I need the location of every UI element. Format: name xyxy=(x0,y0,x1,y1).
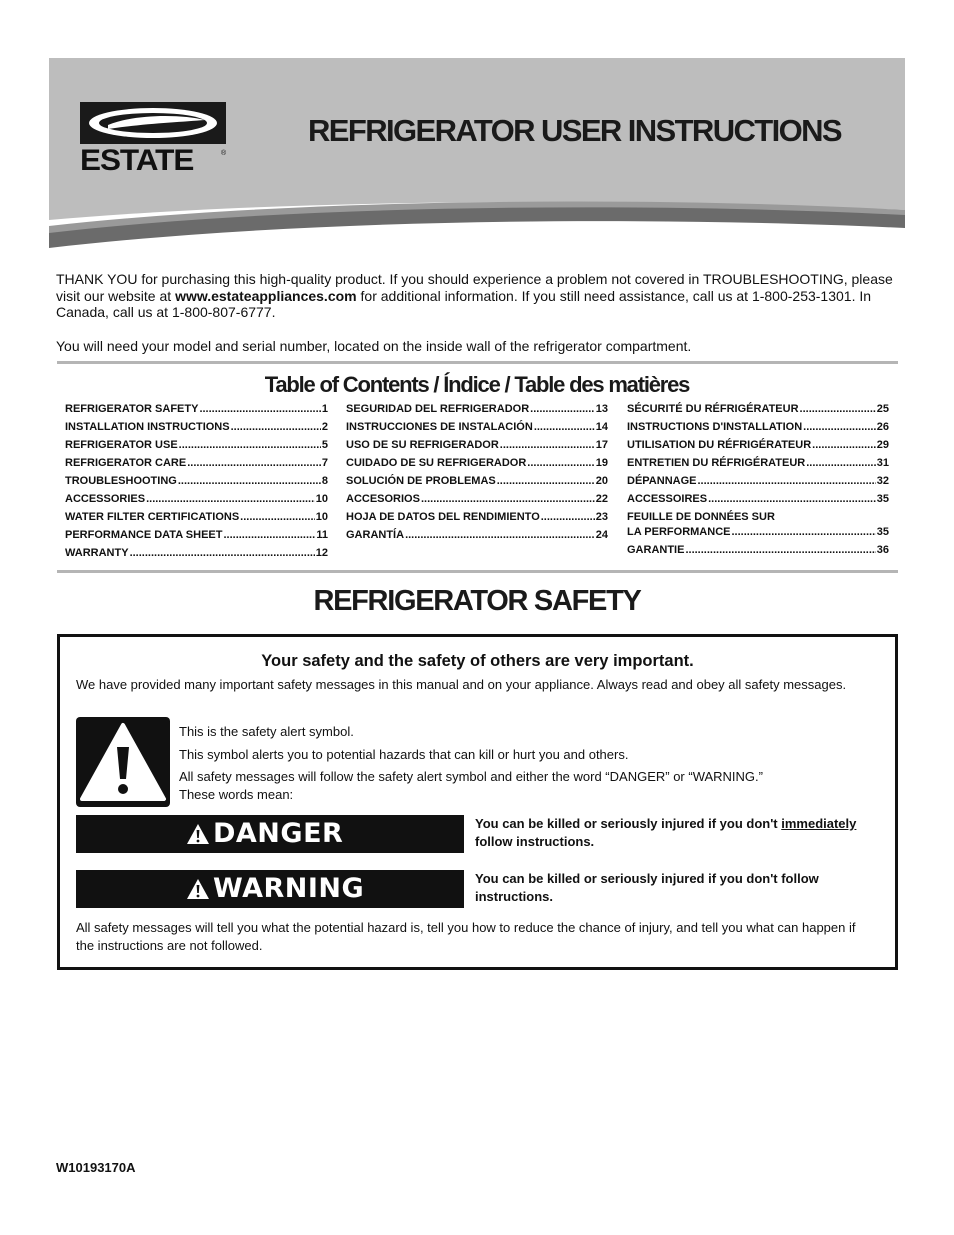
toc-entry-page: 35 xyxy=(876,493,889,505)
toc-entry-label: TROUBLESHOOTING xyxy=(65,475,177,487)
toc-entry-page: 32 xyxy=(876,475,889,487)
toc-entry[interactable] xyxy=(65,510,328,528)
toc-entry[interactable] xyxy=(65,546,328,564)
toc-entry[interactable] xyxy=(627,543,889,561)
toc-entry[interactable] xyxy=(65,402,328,420)
toc-leader-dots xyxy=(231,420,321,434)
intro-paragraph-thank-you xyxy=(56,271,906,321)
toc-entry-label: REFRIGERATOR USE xyxy=(65,439,178,451)
toc-leader-dots xyxy=(179,438,321,452)
toc-leader-dots xyxy=(800,402,876,416)
toc-leader-dots xyxy=(146,492,315,506)
toc-entry-page: 13 xyxy=(595,403,608,415)
toc-leader-dots xyxy=(500,438,595,452)
alert-line-2: This symbol alerts you to potential hazards that can kill or hurt you and others. xyxy=(179,747,629,762)
toc-title: Table of Contents / Índice / Table des matières xyxy=(264,372,690,397)
danger-message-emphasis: immediately xyxy=(781,816,857,831)
toc-entry-page: 24 xyxy=(595,529,608,541)
safety-intro: We have provided many important safety messages in this manual and on your appliance. Always read and obey all safety messages. xyxy=(76,677,847,692)
toc-entry-page: 23 xyxy=(595,511,608,523)
toc-entry-label: SEGURIDAD DEL REFRIGERADOR xyxy=(346,403,530,415)
toc-entry-page: 10 xyxy=(315,511,328,523)
toc-leader-dots xyxy=(731,525,875,539)
intro-text xyxy=(56,271,906,354)
toc-leader-dots xyxy=(405,528,595,542)
toc-entry-label: ACCESSORIES xyxy=(65,493,146,505)
divider xyxy=(57,570,898,573)
toc-leader-dots xyxy=(130,546,315,560)
intro-text-part2: for additional information. If you still need assistance, call us at 1-800-253-1301. In Canada, call us at 1-800-807-6777. xyxy=(56,287,872,320)
toc-entry[interactable] xyxy=(627,525,889,543)
toc-entry-page: 35 xyxy=(876,526,889,538)
toc-entry-label: ACCESSOIRES xyxy=(627,493,708,505)
toc-entry-label: WARRANTY xyxy=(65,547,129,559)
toc-entry-label: ENTRETIEN DU RÉFRIGÉRATEUR xyxy=(627,457,806,469)
toc-entry[interactable] xyxy=(627,492,889,510)
toc-entry-page: 12 xyxy=(315,547,328,559)
website-link[interactable]: www.estateappliances.com xyxy=(175,287,357,304)
toc-leader-dots xyxy=(199,402,320,416)
safety-alert-symbol-icon xyxy=(76,717,170,807)
warning-alert-icon xyxy=(186,878,210,900)
toc-entry-page: 36 xyxy=(876,544,889,556)
toc-entry[interactable] xyxy=(346,420,608,438)
toc-entry[interactable] xyxy=(346,492,608,510)
toc-leader-dots xyxy=(187,456,321,470)
toc-entry-label: GARANTÍA xyxy=(346,529,405,541)
toc-entry-label: GARANTIE xyxy=(627,544,685,556)
toc-entry-page: 14 xyxy=(595,421,608,433)
danger-word: DANGER xyxy=(213,818,344,849)
safety-box xyxy=(57,634,898,970)
toc-entry-page: 19 xyxy=(595,457,608,469)
registered-mark: ® xyxy=(221,150,227,157)
toc-entry[interactable] xyxy=(346,474,608,492)
toc-entry-label: LA PERFORMANCE xyxy=(627,526,731,538)
toc-entry[interactable] xyxy=(65,492,328,510)
warning-message: You can be killed or seriously injured if you don't follow instructions. xyxy=(475,871,819,904)
toc-entry-page: 7 xyxy=(321,457,328,469)
toc-leader-dots xyxy=(806,456,876,470)
toc-entry[interactable] xyxy=(627,420,889,438)
toc-column-french xyxy=(627,402,889,561)
divider xyxy=(57,361,898,364)
toc-entry-label: SÉCURITÉ DU RÉFRIGÉRATEUR xyxy=(627,403,799,415)
toc-entry[interactable] xyxy=(627,402,889,420)
toc-entry-page: 22 xyxy=(595,493,608,505)
toc-entry[interactable] xyxy=(627,456,889,474)
toc-entry-page: 1 xyxy=(321,403,328,415)
toc-entry-label: HOJA DE DATOS DEL RENDIMIENTO xyxy=(346,511,540,523)
toc-entry-page: 10 xyxy=(315,493,328,505)
toc-entry-label: PERFORMANCE DATA SHEET xyxy=(65,529,223,541)
toc-entry[interactable] xyxy=(65,474,328,492)
toc-entry-label: REFRIGERATOR CARE xyxy=(65,457,187,469)
toc-entry[interactable] xyxy=(346,402,608,420)
toc-entry-label: INSTRUCTIONS D'INSTALLATION xyxy=(627,421,803,433)
intro-paragraph-model-serial: You will need your model and serial number, located on the inside wall of the refrigerator compartment. xyxy=(56,337,692,354)
toc-entry-label: CUIDADO DE SU REFRIGERADOR xyxy=(346,457,527,469)
warning-word: WARNING xyxy=(213,873,365,904)
toc-leader-dots xyxy=(497,474,595,488)
toc-entry-page: 26 xyxy=(876,421,889,433)
toc-entry-label: INSTALLATION INSTRUCTIONS xyxy=(65,421,230,433)
toc-leader-dots xyxy=(541,510,595,524)
toc-entry[interactable] xyxy=(346,510,608,528)
toc-entry-page: 17 xyxy=(595,439,608,451)
toc-entry-page: 29 xyxy=(876,439,889,451)
toc-entry-label: REFRIGERATOR SAFETY xyxy=(65,403,199,415)
toc-entry[interactable] xyxy=(346,528,608,546)
toc-entry[interactable] xyxy=(627,474,889,492)
toc-entry[interactable] xyxy=(65,456,328,474)
danger-message xyxy=(475,815,889,850)
toc-entry-label: ACCESORIOS xyxy=(346,493,420,505)
toc-entry-label: SOLUCIÓN DE PROBLEMAS xyxy=(346,475,496,487)
toc-entry-label: WATER FILTER CERTIFICATIONS xyxy=(65,511,240,523)
section-title: REFRIGERATOR SAFETY xyxy=(313,585,641,617)
toc-entry-page: 5 xyxy=(321,439,328,451)
toc-entry-label: DÉPANNAGE xyxy=(627,475,697,487)
toc-leader-dots xyxy=(530,402,595,416)
safety-heading: Your safety and the safety of others are very important. xyxy=(261,652,694,670)
toc-entry-label: UTILISATION DU RÉFRIGÉRATEUR xyxy=(627,439,812,451)
alert-line-3: All safety messages will follow the safety alert symbol and either the word “DANGER” or “WARNING.” xyxy=(179,769,763,784)
toc-leader-dots xyxy=(812,438,876,452)
estate-wordmark: ESTATE xyxy=(80,144,194,177)
toc-entry-page: 2 xyxy=(321,421,328,433)
toc-entry-page: 11 xyxy=(316,529,328,541)
warning-label xyxy=(76,870,464,908)
intro-text-part1: THANK YOU for purchasing this high-quality product. If you should experience a problem not covered in TROUBLESHOOTING, please visit our website at xyxy=(56,271,893,304)
alert-line-1: This is the safety alert symbol. xyxy=(179,724,354,739)
toc-entry-label: USO DE SU REFRIGERADOR xyxy=(346,439,499,451)
toc-leader-dots xyxy=(178,474,321,488)
toc-leader-dots xyxy=(685,543,875,557)
toc-leader-dots xyxy=(223,528,315,542)
toc-leader-dots xyxy=(697,474,875,488)
toc-entry-page: 25 xyxy=(876,403,889,415)
part-number: W10193170A xyxy=(56,1160,136,1175)
toc-entry-page: 20 xyxy=(595,475,608,487)
toc-entry-page: 31 xyxy=(876,457,889,469)
toc-leader-dots xyxy=(803,420,876,434)
safety-footer: All safety messages will tell you what the potential hazard is, tell you how to reduce the chance of injury, and tell you what can happen if the instructions are not followed. xyxy=(76,920,856,953)
danger-label xyxy=(76,815,464,853)
toc-entry[interactable] xyxy=(65,438,328,456)
toc-entry[interactable] xyxy=(346,438,608,456)
toc-leader-dots xyxy=(708,492,876,506)
toc-entry-label-line xyxy=(627,510,889,525)
toc-column-english xyxy=(65,402,328,564)
danger-message-part2: follow instructions. xyxy=(475,833,595,849)
toc-entry-page: 8 xyxy=(321,475,328,487)
toc-leader-dots xyxy=(534,420,595,434)
toc-entry[interactable] xyxy=(65,420,328,438)
danger-alert-icon xyxy=(186,823,210,845)
toc-leader-dots xyxy=(421,492,595,506)
alert-line-4: These words mean: xyxy=(179,787,294,802)
page-title: REFRIGERATOR USER INSTRUCTIONS xyxy=(308,113,841,148)
toc-entry[interactable] xyxy=(346,456,608,474)
toc-leader-dots xyxy=(527,456,594,470)
toc-entry-label: INSTRUCCIONES DE INSTALACIÓN xyxy=(346,421,533,433)
toc-column-spanish xyxy=(346,402,608,546)
toc-entry-label: FEUILLE DE DONNÉES SUR xyxy=(627,511,775,523)
toc-entry[interactable] xyxy=(627,438,889,456)
toc-entry[interactable] xyxy=(65,528,328,546)
danger-message-part1: You can be killed or seriously injured if you don't xyxy=(475,816,782,831)
toc-leader-dots xyxy=(240,510,315,524)
